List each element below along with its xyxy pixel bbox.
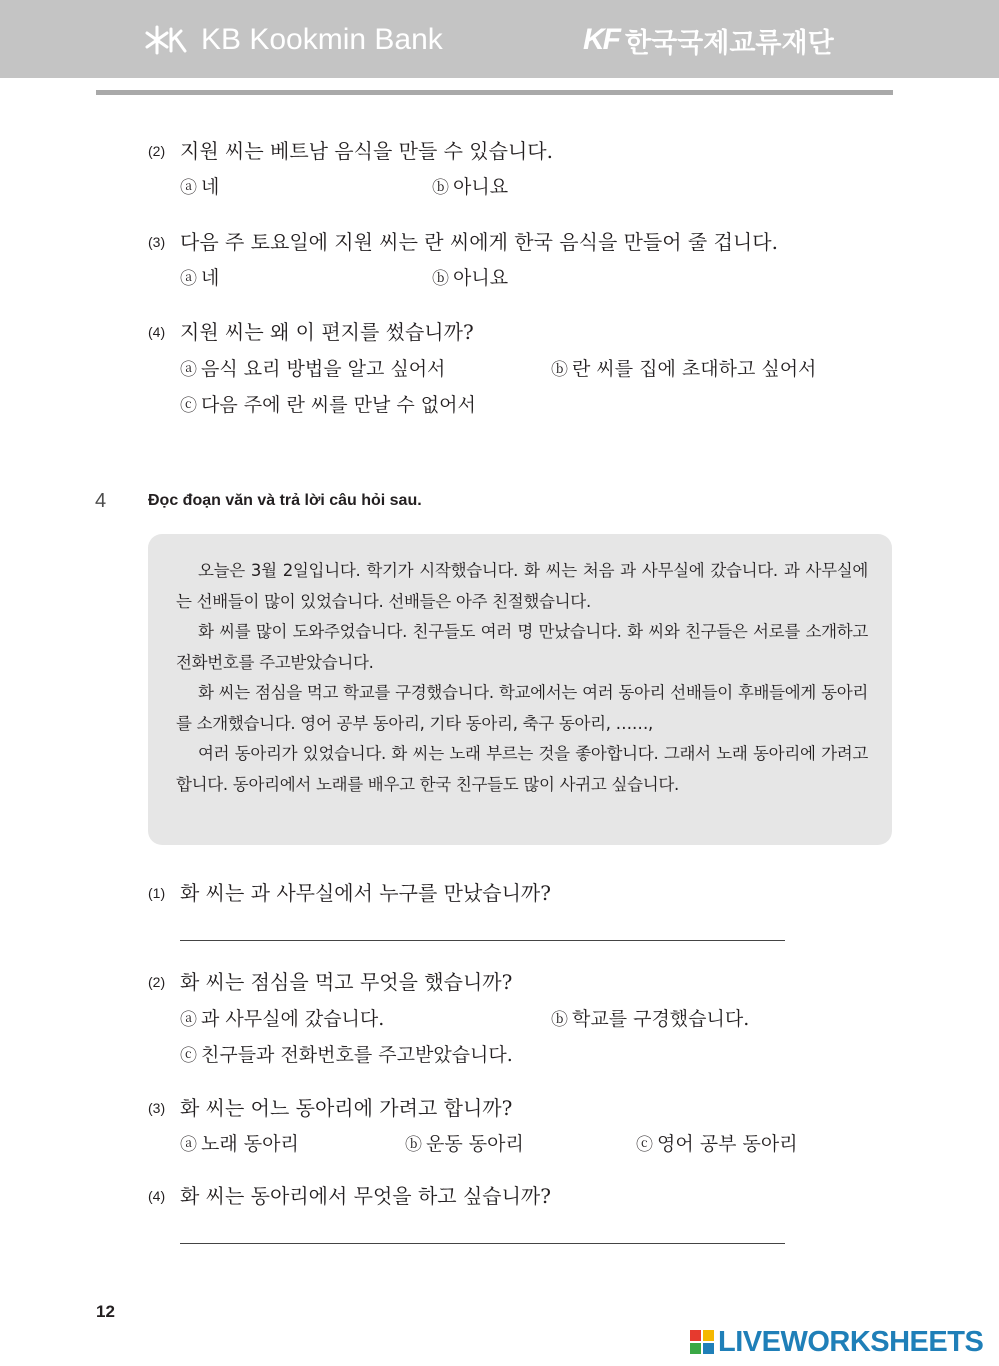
answer-line-4[interactable]	[180, 1243, 785, 1244]
question-text: 화 씨는 동아리에서 무엇을 하고 싶습니까?	[180, 1184, 551, 1208]
kf-mark: KF	[583, 23, 619, 56]
option-text: 친구들과 전화번호를 주고받았습니다.	[201, 1044, 513, 1066]
question-text: 지원 씨는 베트남 음식을 만들 수 있습니다.	[180, 139, 553, 163]
question-number: (4)	[148, 324, 166, 340]
option-marker: ⓑ	[432, 269, 449, 289]
option-text: 다음 주에 란 씨를 만날 수 없어서	[201, 394, 476, 416]
option-marker: ⓑ	[551, 360, 568, 380]
section-number: 4	[95, 490, 107, 512]
option-text: 노래 동아리	[201, 1133, 299, 1155]
header-banner	[0, 0, 999, 78]
s3-q2-option-a[interactable]	[180, 175, 219, 200]
liveworksheets-logo[interactable]	[690, 1322, 983, 1362]
option-text: 네	[201, 267, 220, 289]
option-text: 음식 요리 방법을 알고 싶어서	[201, 358, 446, 380]
option-text: 영어 공부 동아리	[657, 1133, 798, 1155]
s4-q3-option-c[interactable]	[636, 1132, 798, 1157]
s3-question-2	[148, 139, 553, 163]
s4-question-2	[148, 970, 512, 994]
option-text: 아니요	[453, 267, 509, 289]
option-marker: ⓑ	[405, 1135, 422, 1155]
s4-q2-option-b[interactable]	[551, 1007, 749, 1032]
kb-star-icon	[145, 23, 193, 57]
s4-question-3	[148, 1096, 512, 1120]
s3-q4-option-a[interactable]	[180, 357, 445, 382]
s3-q4-option-c[interactable]	[180, 393, 476, 418]
option-text: 네	[201, 176, 220, 198]
option-marker: ⓐ	[180, 360, 197, 380]
option-marker: ⓒ	[180, 1046, 197, 1066]
kf-logo-text: 한국국제교류재단	[625, 27, 834, 59]
option-marker: ⓐ	[180, 269, 197, 289]
passage-paragraph: 화 씨를 많이 도와주었습니다. 친구들도 여러 명 만났습니다. 화 씨와 친구들은 서로를 소개하고 전화번호를 주고받았습니다.	[176, 622, 868, 672]
option-marker: ⓑ	[432, 178, 449, 198]
s4-q3-option-a[interactable]	[180, 1132, 299, 1157]
option-text: 란 씨를 집에 초대하고 싶어서	[572, 358, 817, 380]
passage-paragraph: 화 씨는 점심을 먹고 학교를 구경했습니다. 학교에서는 여러 동아리 선배들이 후배들에게 동아리를 소개했습니다. 영어 공부 동아리, 기타 동아리, 축구 동아리, ……,	[176, 683, 868, 733]
option-marker: ⓐ	[180, 1010, 197, 1030]
answer-line-1[interactable]	[180, 940, 785, 941]
option-text: 과 사무실에 갔습니다.	[201, 1008, 385, 1030]
page-number: 12	[96, 1302, 115, 1321]
option-marker: ⓒ	[636, 1135, 653, 1155]
question-number: (4)	[148, 1188, 166, 1204]
s4-question-1	[148, 881, 551, 905]
question-number: (3)	[148, 1100, 166, 1116]
question-text: 화 씨는 어느 동아리에 가려고 합니까?	[180, 1096, 513, 1120]
kb-logo	[145, 20, 443, 60]
option-text: 운동 동아리	[426, 1133, 524, 1155]
option-text: 학교를 구경했습니다.	[572, 1008, 750, 1030]
kb-logo-text: KB Kookmin Bank	[201, 23, 443, 56]
liveworksheets-blocks-icon	[690, 1330, 714, 1354]
question-number: (1)	[148, 885, 166, 901]
option-marker: ⓐ	[180, 1135, 197, 1155]
option-marker: ⓒ	[180, 396, 197, 416]
question-text: 지원 씨는 왜 이 편지를 썼습니까?	[180, 320, 474, 344]
question-text: 화 씨는 점심을 먹고 무엇을 했습니까?	[180, 970, 513, 994]
question-number: (2)	[148, 974, 166, 990]
passage-paragraph: 오늘은 3월 2일입니다. 학기가 시작했습니다. 화 씨는 처음 과 사무실에 갔습니다. 과 사무실에는 선배들이 많이 있었습니다. 선배들은 아주 친절했습니다.	[176, 561, 868, 611]
s3-q4-option-b[interactable]	[551, 357, 816, 382]
liveworksheets-text: LIVEWORKSHEETS	[718, 1325, 984, 1358]
header-rule	[96, 90, 893, 95]
s3-q3-option-a[interactable]	[180, 266, 219, 291]
reading-passage	[148, 534, 892, 845]
s4-q3-option-b[interactable]	[405, 1132, 524, 1157]
s3-q3-option-b[interactable]	[432, 266, 508, 291]
s3-question-3	[148, 230, 778, 254]
question-number: (2)	[148, 143, 166, 159]
option-marker: ⓐ	[180, 178, 197, 198]
option-marker: ⓑ	[551, 1010, 568, 1030]
option-text: 아니요	[453, 176, 509, 198]
question-number: (3)	[148, 234, 166, 250]
s4-question-4	[148, 1184, 551, 1208]
kf-logo	[583, 20, 834, 60]
section-title: Đọc đoạn văn và trả lời câu hỏi sau.	[148, 492, 422, 509]
s3-question-4	[148, 320, 474, 344]
s4-q2-option-a[interactable]	[180, 1007, 384, 1032]
s3-q2-option-b[interactable]	[432, 175, 508, 200]
s4-q2-option-c[interactable]	[180, 1043, 513, 1068]
question-text: 다음 주 토요일에 지원 씨는 란 씨에게 한국 음식을 만들어 줄 겁니다.	[180, 230, 778, 254]
question-text: 화 씨는 과 사무실에서 누구를 만났습니까?	[180, 881, 551, 905]
passage-paragraph: 여러 동아리가 있었습니다. 화 씨는 노래 부르는 것을 좋아합니다. 그래서 노래 동아리에 가려고 합니다. 동아리에서 노래를 배우고 한국 친구들도 많이 사귀고 싶습니다.	[176, 744, 868, 794]
